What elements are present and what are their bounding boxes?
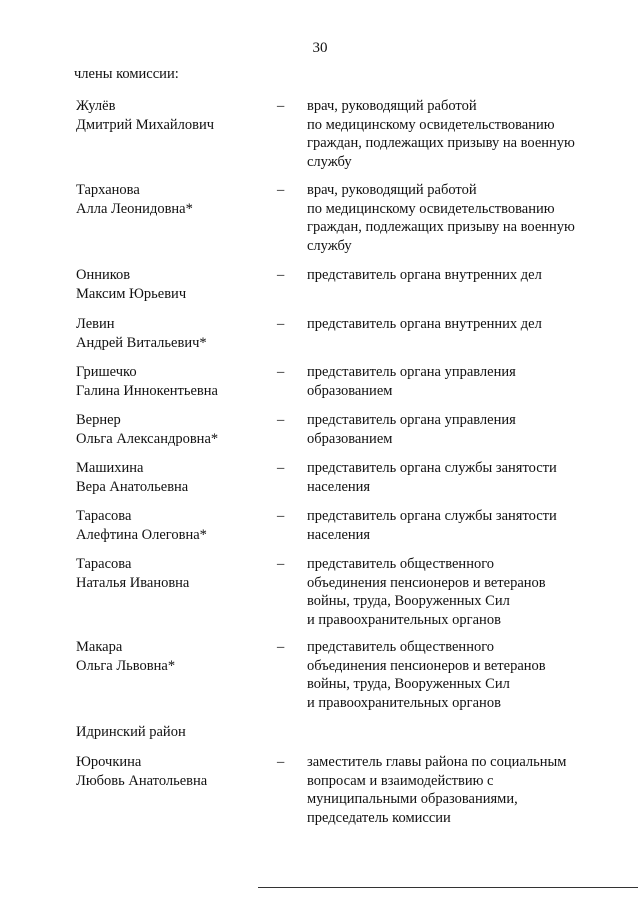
dash-separator: – — [277, 639, 285, 655]
member-role — [307, 266, 607, 285]
role-line: объединения пенсионеров и ветеранов — [307, 657, 546, 674]
surname: Тарасова — [76, 508, 132, 524]
member-role — [307, 507, 607, 544]
dash-separator: – — [277, 754, 285, 770]
role-line: муниципальными образованиями, — [307, 791, 518, 807]
given-names: Вера Анатольевна — [76, 478, 189, 495]
member-name — [76, 459, 266, 496]
dash-separator: – — [277, 182, 285, 198]
role-line: образованием — [307, 382, 393, 399]
surname: Макара — [76, 639, 123, 655]
page-bottom-rule — [258, 887, 638, 888]
role-line: населения — [307, 478, 371, 495]
surname: Гришечко — [76, 364, 137, 380]
given-names: Ольга Львовна* — [76, 657, 176, 674]
dash-separator: – — [277, 316, 285, 332]
member-role — [307, 97, 607, 171]
given-names: Ольга Александровна* — [76, 430, 219, 447]
role-line: службу — [307, 237, 352, 254]
given-names: Галина Иннокентьевна — [76, 382, 218, 399]
role-line: службу — [307, 153, 352, 170]
member-name — [76, 638, 266, 675]
member-name — [76, 97, 266, 134]
surname: Юрочкина — [76, 754, 142, 770]
dash-separator: – — [277, 508, 285, 524]
member-role — [307, 638, 607, 712]
dash-separator: – — [277, 460, 285, 476]
member-name — [76, 411, 266, 448]
role-line: объединения пенсионеров и ветеранов — [307, 574, 546, 591]
member-name — [76, 507, 266, 544]
role-line: представитель органа управления — [307, 412, 516, 428]
role-line: и правоохранительных органов — [307, 694, 501, 711]
given-names: Алефтина Олеговна* — [76, 526, 207, 543]
dash-separator: – — [277, 412, 285, 428]
member-role — [307, 181, 607, 255]
member-name — [76, 753, 266, 790]
role-line: врач, руководящий работой — [307, 98, 477, 114]
given-names: Андрей Витальевич* — [76, 334, 207, 351]
surname: Вернер — [76, 412, 121, 428]
member-role — [307, 753, 607, 827]
role-line: представитель органа управления — [307, 364, 516, 380]
member-role — [307, 315, 607, 334]
role-line: и правоохранительных органов — [307, 611, 501, 628]
member-name — [76, 363, 266, 400]
commission-members-heading: члены комиссии: — [74, 66, 179, 82]
role-line: населения — [307, 526, 371, 543]
district-heading: Идринский район — [76, 724, 186, 740]
member-name — [76, 181, 266, 218]
surname: Тарасова — [76, 556, 132, 572]
role-line: представитель органа службы занятости — [307, 508, 557, 524]
dash-separator: – — [277, 98, 285, 114]
given-names: Любовь Анатольевна — [76, 772, 208, 789]
surname: Левин — [76, 316, 115, 332]
surname: Машихина — [76, 460, 144, 476]
page-number: 30 — [312, 40, 328, 56]
role-line: председатель комиссии — [307, 809, 451, 826]
role-line: заместитель главы района по социальным — [307, 754, 567, 770]
role-line: войны, труда, Вооруженных Сил — [307, 593, 510, 609]
given-names: Наталья Ивановна — [76, 574, 190, 591]
given-names: Дмитрий Михайлович — [76, 116, 215, 133]
given-names: Максим Юрьевич — [76, 285, 187, 302]
surname: Тарханова — [76, 182, 140, 198]
role-line: представитель органа внутренних дел — [307, 316, 542, 332]
member-role — [307, 411, 607, 448]
dash-separator: – — [277, 364, 285, 380]
member-name — [76, 315, 266, 352]
given-names: Алла Леонидовна* — [76, 200, 193, 217]
surname: Жулёв — [76, 98, 116, 114]
role-line: по медицинскому освидетельствованию — [307, 116, 555, 133]
role-line: вопросам и взаимодействию с — [307, 772, 494, 789]
role-line: образованием — [307, 430, 393, 447]
surname: Онников — [76, 267, 131, 283]
member-role — [307, 555, 607, 629]
role-line: представитель общественного — [307, 639, 495, 655]
role-line: граждан, подлежащих призыву на военную — [307, 219, 575, 235]
member-role — [307, 363, 607, 400]
role-line: представитель органа службы занятости — [307, 460, 557, 476]
role-line: по медицинскому освидетельствованию — [307, 200, 555, 217]
role-line: представитель органа внутренних дел — [307, 267, 542, 283]
member-name — [76, 266, 266, 303]
dash-separator: – — [277, 267, 285, 283]
role-line: представитель общественного — [307, 556, 495, 572]
dash-separator: – — [277, 556, 285, 572]
member-name — [76, 555, 266, 592]
role-line: врач, руководящий работой — [307, 182, 477, 198]
member-role — [307, 459, 607, 496]
role-line: граждан, подлежащих призыву на военную — [307, 135, 575, 151]
role-line: войны, труда, Вооруженных Сил — [307, 676, 510, 692]
